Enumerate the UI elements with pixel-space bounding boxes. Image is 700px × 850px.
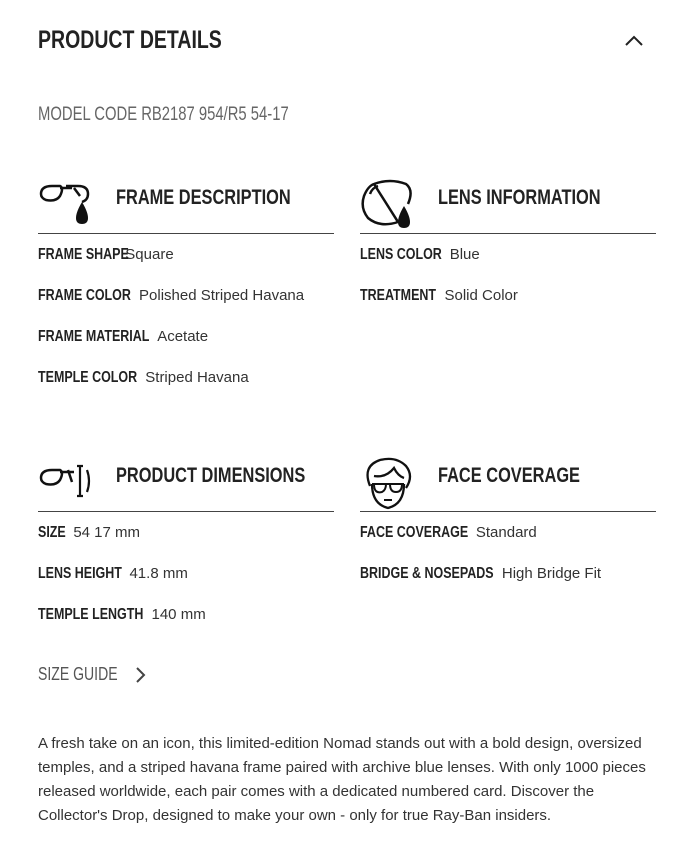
frame-measure-icon <box>38 456 94 506</box>
spec-value: Solid Color <box>444 287 518 304</box>
chevron-right-icon <box>134 666 146 684</box>
spec-row <box>360 234 656 275</box>
spec-value: Square <box>125 246 174 263</box>
spec-value: 140 mm <box>151 606 206 623</box>
spec-label: BRIDGE & NOSEPADS <box>360 564 494 582</box>
spec-value: Striped Havana <box>145 369 249 386</box>
spec-row <box>360 553 656 594</box>
spec-row <box>38 234 334 275</box>
face-glasses-icon <box>360 456 416 512</box>
section-title: FACE COVERAGE <box>438 464 580 487</box>
spec-value: 54 17 mm <box>73 524 141 541</box>
spec-row <box>38 275 334 316</box>
spec-row <box>38 594 334 635</box>
spec-row <box>38 553 334 594</box>
spec-row <box>38 512 334 553</box>
size-guide-label: SIZE GUIDE <box>38 664 118 684</box>
lens-drop-icon <box>360 178 416 232</box>
chevron-up-icon[interactable] <box>622 30 646 50</box>
section-title: PRODUCT DIMENSIONS <box>116 464 306 487</box>
spec-row <box>38 357 334 398</box>
spec-label: TREATMENT <box>360 286 437 304</box>
spec-value: Blue <box>449 246 480 263</box>
spec-value: High Bridge Fit <box>501 565 602 582</box>
spec-label: FRAME MATERIAL <box>38 327 150 345</box>
spec-label: FRAME COLOR <box>38 286 131 304</box>
size-guide-link[interactable] <box>38 664 146 685</box>
product-dimensions-section <box>38 448 334 635</box>
spec-value: Standard <box>475 524 537 541</box>
page-title: PRODUCT DETAILS <box>38 26 222 54</box>
spec-value: 41.8 mm <box>129 565 188 582</box>
face-coverage-section <box>360 448 656 594</box>
spec-label: TEMPLE COLOR <box>38 368 138 386</box>
product-description: A fresh take on an icon, this limited-edition Nomad stands out with a bold design, oversized temples, and a striped havana frame paired with archive blue lenses. With only 1000 pieces released worldwide, each pair comes with a dedicated numbered card. Discover the Collector's Drop, designed to make your own - only for true Ray-Ban insiders. <box>38 735 646 824</box>
spec-row <box>360 275 656 316</box>
spec-label: LENS HEIGHT <box>38 564 122 582</box>
spec-label: LENS COLOR <box>360 245 442 263</box>
section-title: LENS INFORMATION <box>438 186 601 209</box>
lens-information-section <box>360 170 656 316</box>
spec-value: Acetate <box>157 328 209 345</box>
spec-label: FRAME SHAPE <box>38 245 129 263</box>
model-code: MODEL CODE RB2187 954/R5 54-17 <box>38 104 289 125</box>
frame-description-section <box>38 170 334 398</box>
spec-label: FACE COVERAGE <box>360 523 469 541</box>
section-title: FRAME DESCRIPTION <box>116 186 291 209</box>
spec-row <box>38 316 334 357</box>
spec-value: Polished Striped Havana <box>139 287 305 304</box>
spec-label: SIZE <box>38 523 66 541</box>
spec-label: TEMPLE LENGTH <box>38 605 144 623</box>
spec-row <box>360 512 656 553</box>
frame-drop-icon <box>38 178 94 228</box>
